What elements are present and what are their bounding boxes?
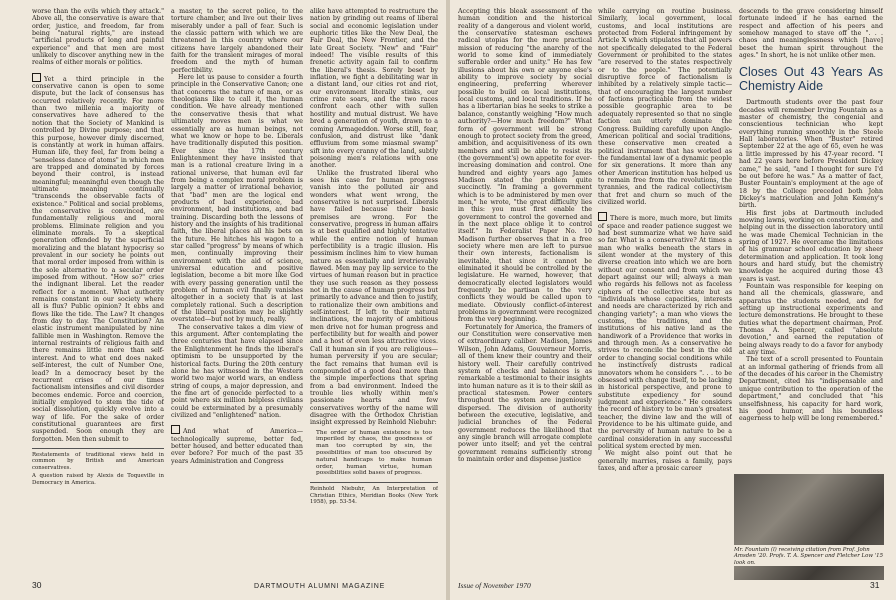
paragraph: There is more, much more, but limits of space and reader patience suggest we had best summarize what we have said so far. What is a conservative? At times a man who walks beneath the stars in silent wonder at the mystery of this diverse creation into which we are born without our consent and from which we depart against our will; always a man who regards his fellows not as faceless ciphers of the collective state but as "individuals whose capacities, interests and needs are characterized by rich and changing variety"; a man who views the customs, the traditions, and the institutions of his native land as the handiwork of a Providence that works in and through men. As a conservative he strives to reconcile the best in the old order to changing social conditions while he instinctively distrusts radical innovators whom he considers ". . . to be obsessed with change itself, to be lacking in historical perspective, and prone to substitute expediency for sound judgment and experience." He considers the record of history to be man's greatest teacher, the divine law and the will of Providence to be his ultimate guide, and the perversity of human nature to be a cardinal consideration in any successful political system erected by men. bbox=[598, 212, 732, 450]
column-1 bbox=[32, 8, 164, 568]
paragraph: Fountain was responsible for keeping on hand all the chemicals, glassware, and apparatus the students needed, and for setting up instructional experiments and lecture demonstrations. He brought to these duties what the department chairman, Prof. Thomas A. Spencer, called "absolute devotion," and earned the reputation of being always ready to do a favor for anybody at any time. bbox=[739, 283, 883, 357]
section-marker-icon bbox=[598, 212, 607, 221]
paragraph: His first jobs at Dartmouth included mowing lawns, working on construction, and helping out in the dissection laboratory until he was made Chemical Technician in the spring of 1927. He overcame the limitations of his grammar school education by sheer determination and application. It took long hours and hard study, but the chemistry knowledge he acquired during those 43 years is vast. bbox=[739, 209, 883, 283]
paragraph: alike have attempted to restructure the nation by grinding out reams of liberal social and economic legislation under euphoric titles like the New Deal, the Fair Deal, the New Frontier, and the late Great Society. "New" and "Fair" indeed! The visible results of this frenetic activity again fail to confirm the liberal's thesis. Sorely beset by inflation, we fight a debilitating war in a distant land, our cities rot and riot, our environment literally stinks, our crime rate soars, and the two races confront each other with sullen hostility and mutual distrust. We have bred a generation of youth, drawn to a coming Armageddon. Worse still, fear, confusion, and distrust like "dank effluvium from some miasmal swamp" sift into every cranny of the land, subtly poisoning men's relations with one another. bbox=[310, 8, 438, 170]
section-marker-icon bbox=[171, 425, 180, 434]
left-page bbox=[0, 0, 446, 600]
paragraph: The text of a scroll presented to Fountain at an informal gathering of friends from all of the decades of his career in the Chemistry Department, cited his "indispensable and unique contribution to the operation of the department," and concluded that "his unselfishness, his capacity for hard work, his good humor, and his boundless eagerness to help will be long remembered." bbox=[739, 356, 883, 423]
running-title: DARTMOUTH ALUMNI MAGAZINE bbox=[254, 583, 386, 590]
issue-label: Issue of November 1970 bbox=[458, 581, 531, 590]
column-3 bbox=[310, 8, 438, 568]
page-number-right: 31 bbox=[870, 580, 880, 590]
paragraph: The conservative takes a dim view of this argument. After contemplating the three centuries that have elapsed since the Enlightenment he finds the liberal's optimism to be unsupported by the historical facts. During the 20th century alone he has witnessed in the Western world two major world wars, an endless string of coups, a major depression, and the fine art of genocide perfected to a point where six million helpless civilians could be exterminated by a presumably civilized and "enlightened" nation. bbox=[171, 323, 303, 419]
footnotes bbox=[32, 448, 164, 487]
section-marker-icon bbox=[32, 73, 41, 82]
column-6 bbox=[739, 8, 883, 475]
footnote: Reinhold Niebuhr, An Interpretation of Christian Ethics, Meridian Books (New York 1958), pp. 53-54. bbox=[310, 486, 438, 506]
footnote: A question raised by Alexis de Toqueville in Democracy in America. bbox=[32, 473, 164, 486]
paragraph: descends to the grave considering himself fortunate indeed if he has earned the respect and affection of his peers and somehow managed to stave off the ". . . chaos and meaninglessness which [have] beset the human spirit throughout the ages." In short, he is not unlike other men. bbox=[739, 8, 883, 60]
footnotes bbox=[310, 482, 438, 506]
paragraph: Dartmouth students over the past four decades will remember Irving Fountain as a master of chemistry, the congenial and conscientious technician who kept everything running smoothly in the Steele Hall laboratories. When "Buster" retired September 22 at the age of 65, even he was a little impressed by his 47-year record. "I had 22 years here before President Dickey came," he said, "and I thought for sure I'd be out before he was." As a matter of fact, Buster Fountain's employment at the age of 18 by the College preceded both John Dickey's matriculation and John Kemeny's birth. bbox=[739, 99, 883, 210]
photo-caption: Mr. Fountain (l) receiving citation from Prof. John Amsden '20. Profs. T. A. Spencer and Fletcher Low '15 look on. bbox=[734, 547, 883, 566]
paragraph: while carrying on routine business. Similarly, local government, local customs, and local institutions are protected from Federal infringement by Article X which stipulates that all powers not specifically delegated to the Federal Government or prohibited to the states "are reserved to the states respectively or to the people." The potentially disruptive force of factionalism is inhibited by a relatively simple tactic—that of encouraging the largest number of factions practicable from the widest possible geographic area to be adequately represented so that no single faction can utterly dominate the Congress. Building carefully upon Anglo-American political and social traditions, these conservative men created a political instrument that has worked as the fundamental law of a dynamic people for six generations. It more than any other American institution has helped us to remain free from the revolutions, the tyrannies, and the radical collectivism that fret and churn so much of the civilized world. bbox=[598, 8, 732, 206]
paragraph: We might also point out that he generally marries, raises a family, pays taxes, and after a prosaic career bbox=[598, 450, 732, 472]
paragraph: worse than the evils which they attack." Above all, the conservative is aware that order, justice, and freedom, far from being "natural rights," are instead "artificial products of long and painful experience" and that men are most unlikely to discover anything new in the realms of either morals or politics. bbox=[32, 8, 164, 67]
article-headline: Closes Out 43 Years As Chemistry Aide bbox=[739, 65, 883, 94]
paragraph: a master, to the secret police, to the torture chamber, and live out their lives miserably under a pall of fear. Such is the classic pattern with which we are threatened in this country where our citizens have largely abandoned their faith for the transient mirages of moral freedom and the myth of human perfectibility. bbox=[171, 8, 303, 74]
block-quote: The order of human existence is too imperiled by chaos, the goodness of man too corrupted by sin, the possibilities of man too obscured by natural handicaps to make human order, human virtue, human possibilities solid bases of progress. bbox=[316, 429, 432, 477]
paragraph: Unlike the frustrated liberal who sees his case for human progress vanish into the polluted air and wonders what went wrong, the conservative is not surprised. Liberals have failed because their basic premises are wrong. For the conservative, progress in human affairs is at best qualified and highly tentative while the entire notion of human perfectibility is a tragic illusion. His pessimism inclines him to view human nature as essentially and irretrievably flawed. Men may pay lip service to the virtues of human reason but in practice they use such reason as they possess not in the cause of human progress but primarily to advance and then to justify, to rationalize their own ambitions and self-interest. If left to their natural inclinations, the majority of ambitious men drive not for human progress and perfectibility but for wealth and power and a host of even less attractive vices. Call it human sin if you are religious—human perversity if you are secular; the fact remains that human evil is compounded of a good deal more than the simple imperfections that spring from a bad environment. Indeed the trouble lies wholly within men's passionate hearts and few conservatives worthy of the name will disagree with the Orthodox Christian insight expressed by Reinhold Niebuhr: bbox=[310, 169, 438, 427]
paragraph: And what of America—technologically supreme, better fed, better housed, and better educated than ever before? For much of the past 35 years Administration and Congress bbox=[171, 425, 303, 465]
column-4 bbox=[458, 8, 592, 568]
paragraph: Accepting this bleak assessment of the human condition and the historical reality of a dangerous and violent world, the conservative statesman eschews radical utopias for the more practical mission of reducing "the anarchy of the world to some kind of immediately sufferable order and unity." He has few illusions about his own or anyone else's ability to improve society by social engineering, preferring wherever possible to build on local institutions, local customs, and local traditions. If he has a libertarian bias he seeks to strike a balance, constantly weighing "How much authority?—How much freedom?" What form of government will be strong enough to protect society from the greed, ambition, and acquisitiveness of its own members and still be able to resist its (the government's) own appetite for ever-increasing domination and control. One hundred and eighty years ago James Madison stated the problem quite succinctly. "In framing a government which is to be administered by men over men," he wrote, "the great difficulty lies in this: you must first enable the government to control the governed and in the next place oblige it to control itself." In Federalist Paper No. 10 Madison further observes that in a free society where men are left to pursue their own interests, factionalism is inevitable, that since it cannot be eliminated it should be controlled by the legislature. He warned, however, that democratically elected legislators would frequently be partisan to the very conflicts they would be called upon to mediate. Obviously conflict-of-interest problems in government were recognized from the very beginning. bbox=[458, 8, 592, 324]
footnote: Restatements of traditional views held in common by British and American conservatives. bbox=[32, 451, 164, 471]
paragraph: Here let us pause to consider a fourth principle in the Conservative Canon; one that concerns the nature of man, or as theologians like to call it, the human condition. We have already mentioned the conservative thesis that what ultimately moves men is what we essentially are as human beings, not what we know or hope to be. Liberals have traditionally disputed this position. Ever since the 17th century Enlightenment they have insisted that man is a rational creature living in a rational universe, that human evil far from being a complex moral problem is largely a matter of irrational behavior, that "bad" men are the logical end products of bad experience, bad environment, bad institutions, and bad training. Discarding both the lessons of history and the insights of his traditional faith, the liberal places all his bets on the future. He hitches his wagon to a star called "progress" by means of which men, continually improving their environment with the aid of science, universal education and positive legislation, become a bit more like God with every passing generation until the problem of human evil finally vanishes altogether in a society that is at last completely rational. Such a description of the liberal position may be slightly overstated—but not by much, really. bbox=[171, 74, 303, 324]
column-2 bbox=[171, 8, 303, 568]
column-5 bbox=[598, 8, 732, 568]
paragraph: Yet a third principle in the conservative canon is open to some dispute, but the lack of consensus has occurred relatively recently. For more than two millenia a majority of conservatives have adhered to the notion that the Society of Mankind is controlled by Divine purpose; and that this purpose, however dimly discerned, is constantly at work in human affairs. Human life, they feel, far from being a "senseless dance of atoms" in which men are trapped and dominated by forces beyond their control, is instead meaningful; meaningful even though the ultimate meaning continually "transcends the observable facts of existence." Political and social problems, the conservative is convinced, are fundamentally religious and moral problems. Eliminate religion and you eliminate morals. To a skeptical generation offended by the superficial moralizing and the blatant hypocrisy so prevalent in our society he points out that moral order imposed from within is the sole alternative to a secular order imposed from without. "How so?" cries the indignant liberal. Let the reader reflect for a moment. What authority remains constant in our society where all is flux? Public opinion? It ebbs and flows like the tide. The Law? It changes from day to day. The Constitution? An elastic instrument manipulated by nine fallible men in Washington. Remove the internal restraints of religious faith and there remains little more than self-interest. And to what end does naked self-interest, the cult of Number One, lead? In a democracy beset by the recurrent crises of our times factionalism intensifies and civil disorder becomes endemic. Force and coercion, initially employed to stem the tide of social dissolution, quickly evolve into a way of life. For the sake of order constitutional guarantees are first suspended. Soon enough they are forgotten. Men then submit to bbox=[32, 73, 164, 443]
paragraph: Fortunately for America, the framers of our Constitution were conservative men of extraordinary caliber. Madison, James Wilson, John Adams, Gouverneur Morris, all of them knew their country and their history well. Their carefully contrived system of checks and balances is as remarkable a testimonial to their insights into human nature as it is to their skill as practical statesmen. Power centers throughout the system are ingeniously dispersed. The division of authority between the executive, legislative, and judicial branches of the Federal government reduces the likelihood that any single branch will arrogate complete power unto itself; and yet the central government remains sufficiently strong to maintain order and dispense justice bbox=[458, 323, 592, 463]
page-number-left: 30 bbox=[32, 580, 42, 590]
